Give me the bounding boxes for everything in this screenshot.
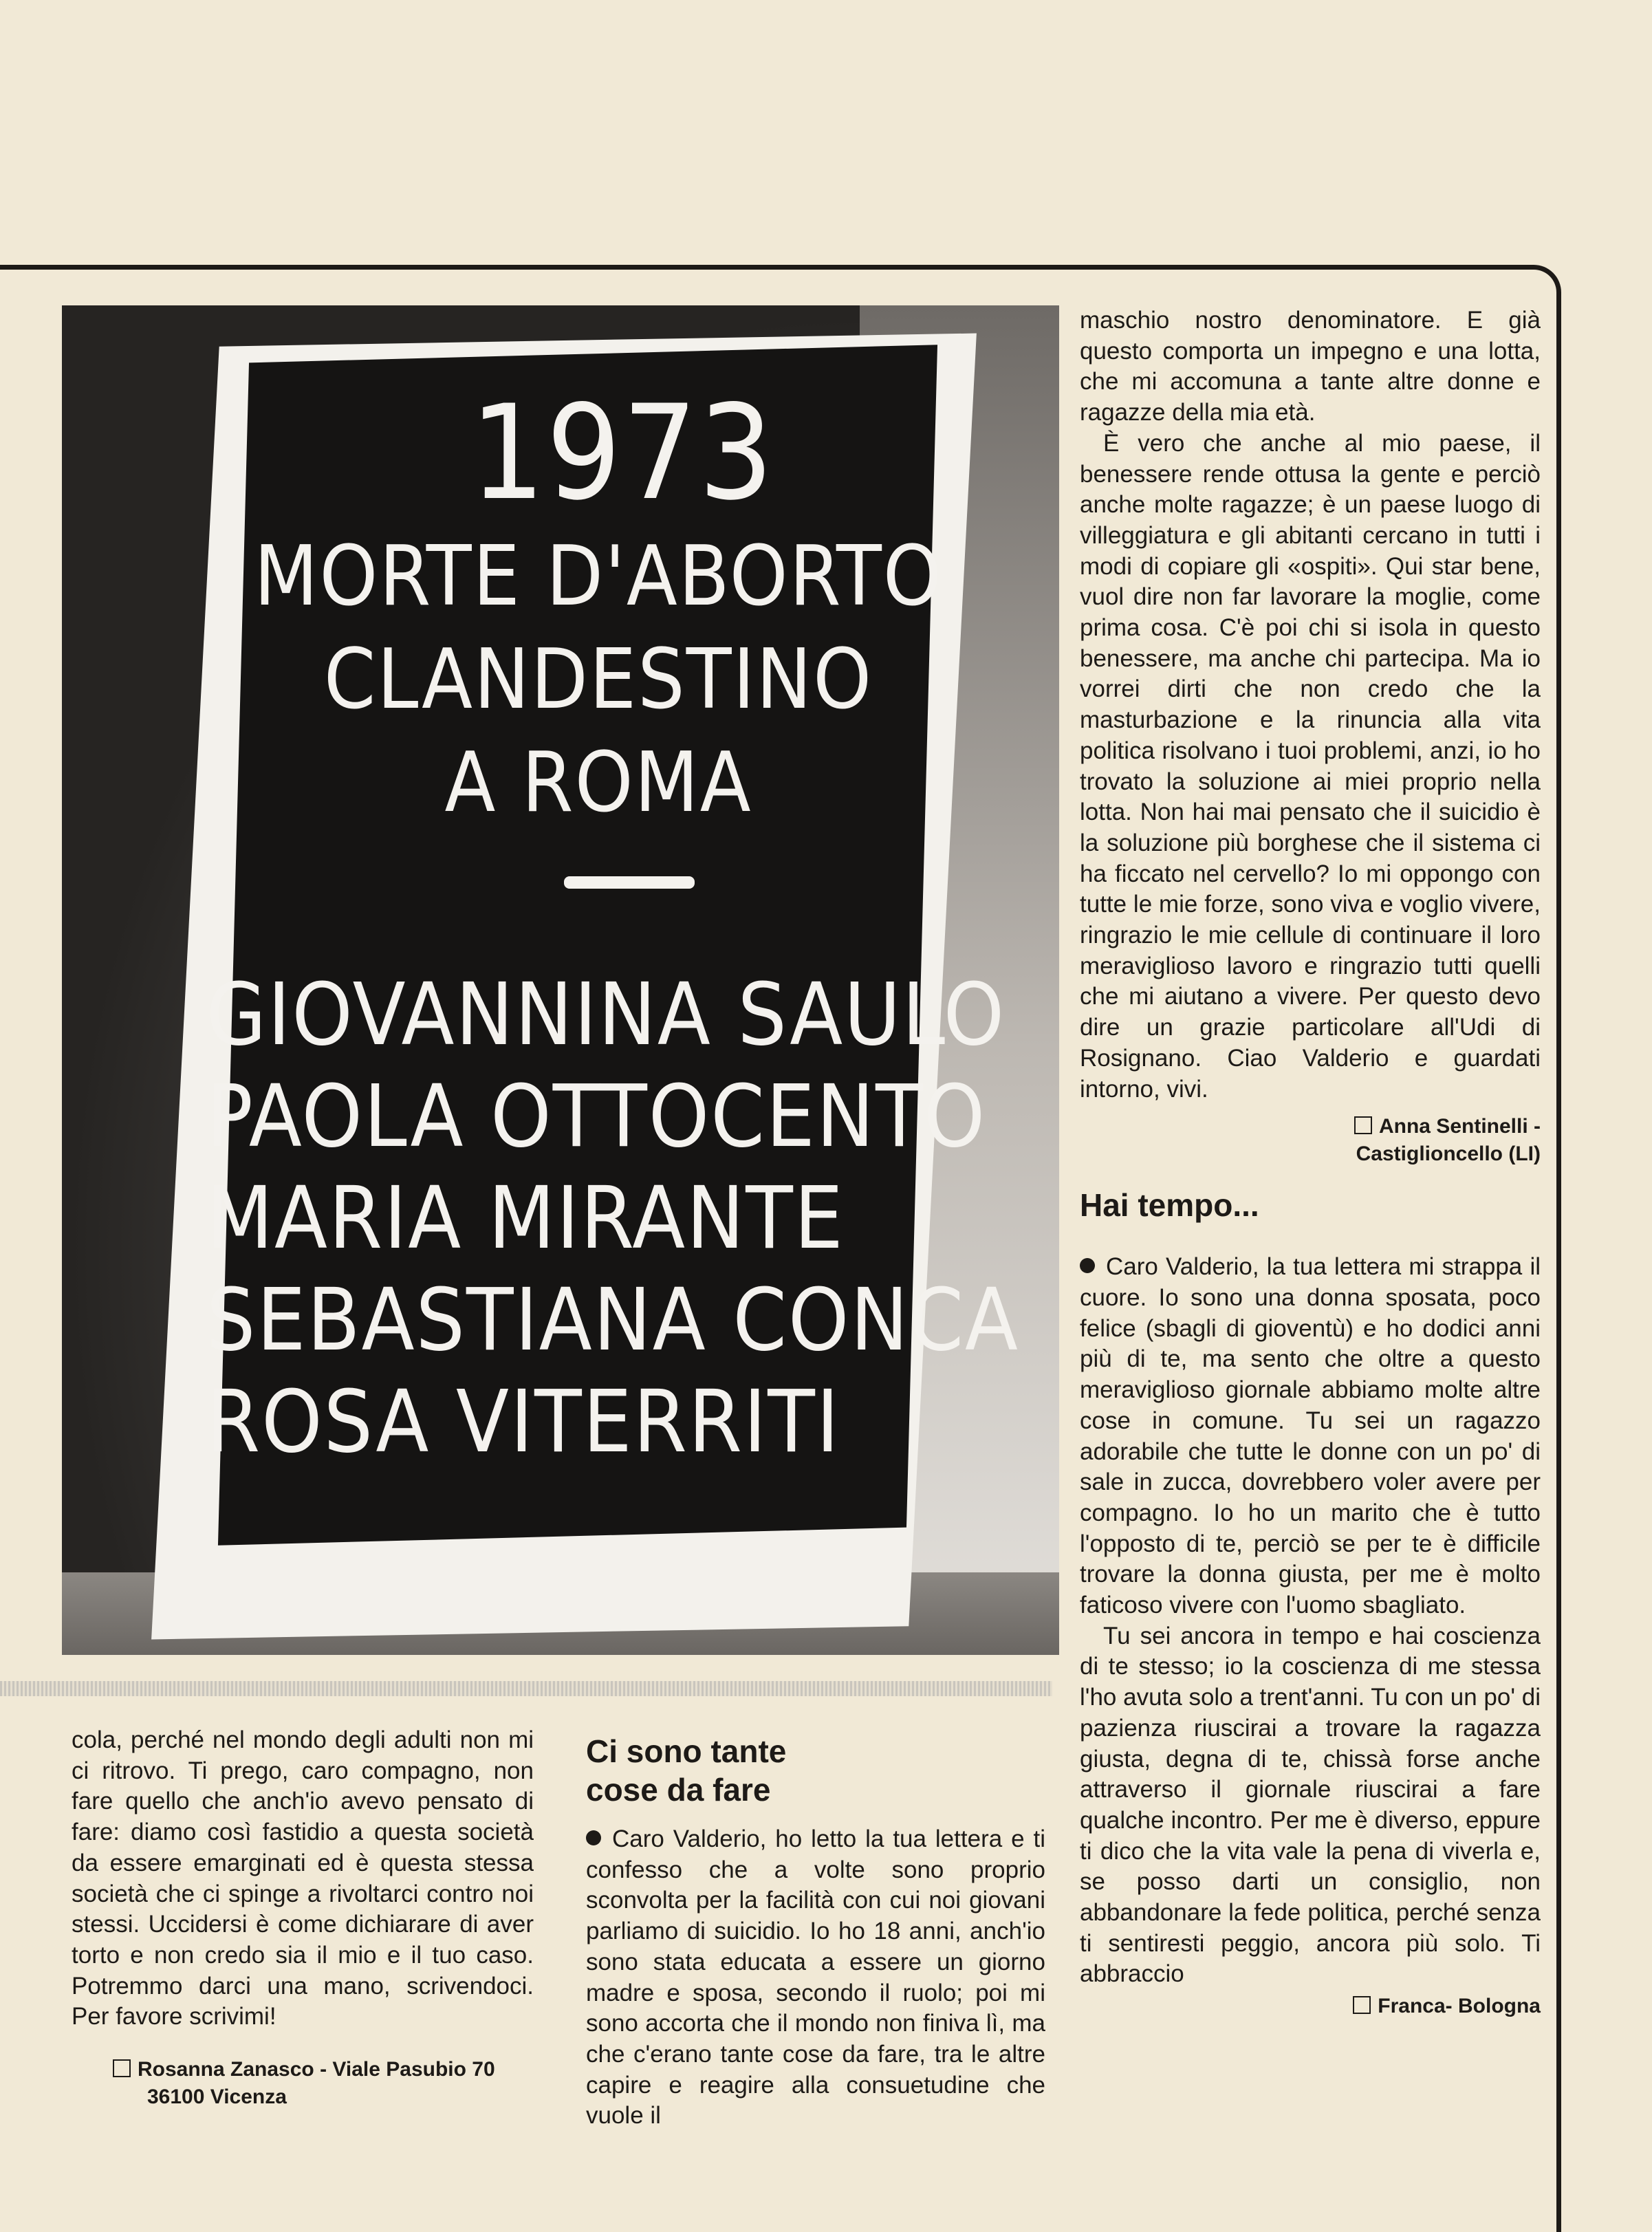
bullet-icon — [1080, 1258, 1095, 1273]
right-para-3: Caro Valderio, la tua lettera mi strappa il cuore. Io sono una donna sposata, poco felice (sbagli di gioventù) e ho dodici anni più di te, ma sento che oltre a questo meraviglioso giornale abbiamo molte altre cose in comune. Tu sei un ragazzo adorabile che tutte le donne con un po' di sale in zucca, dovrebbero voler avere per compagno. Io ho un marito che è tutto l'opposto di te, perciò se per te è difficile trovare la donna giusta, per me è molto faticoso vivere con l'uomo sbagliato. — [1080, 1253, 1541, 1619]
signature-box-icon — [1353, 1996, 1371, 2014]
sign-name: MARIA MIRANTE — [206, 1169, 845, 1268]
bullet-icon — [586, 1830, 601, 1845]
sign-dash — [564, 876, 695, 889]
article-title: Hai tempo... — [1080, 1187, 1259, 1224]
right-para-1: maschio nostro denominatore. E già questo comporta un impegno e una lotta, che mi accomuna a tante altre donne e ragazze della mia età. — [1080, 307, 1541, 426]
sign-names — [206, 964, 1019, 1473]
right-signature-2: Franca- Bologna — [1080, 1993, 1541, 2020]
protest-sign-photo — [62, 305, 1059, 1655]
left-letter-text: cola, perché nel mondo degli adulti non mi ci ritrovo. Ti prego, caro compagno, non fare quello che anch'io avevo pensato di fare: diamo così fastidio a questa società da essere emarginati ed è questa stessa società che ci spinge a rivoltarci contro noi stessi. Uccidersi è come dichiarare di aver torto e non credo sia il mio e il tuo caso. Potremmo darci una mano, scrivendoci. Per favore scrivimi! — [72, 1726, 534, 2030]
sign-name: ROSA VITERRITI — [206, 1372, 840, 1472]
right-column — [1080, 305, 1541, 2020]
signature-box-icon — [1354, 1116, 1372, 1134]
right-signature: Anna Sentinelli - Castiglioncello (LI) — [1080, 1113, 1541, 1168]
sign-name: GIOVANNINA SAULO — [206, 965, 1006, 1065]
column-divider-bar — [0, 1681, 1052, 1696]
left-signature: Rosanna Zanasco - Viale Pasubio 70 36100 Vicenza — [72, 2056, 534, 2111]
sign-name: PAOLA OTTOCENTO — [206, 1067, 987, 1167]
right-para-4: Tu sei ancora in tempo e hai coscienza di te stesso; io la coscienza di me stessa l'ho avuta solo a trent'anni. Tu con un po' di pazienza riuscirai a trovare la ragazza giusta, degna di te, chissà forse anche attraverso il giornale riuscirai a fare qualche incontro. Per me è diverso, eppure ti dico che la vita vale la pena di viverla e, se posso darti un consiglio, non abbandonare la fede politica, perché senza ti sentiresti peggio, ancora più solo. Ti abbraccio — [1080, 1622, 1541, 1988]
sign-name: SEBASTIANA CONCA — [206, 1270, 1019, 1370]
article-title: Ci sono tante cose da fare — [586, 1733, 787, 1808]
left-column — [72, 1725, 534, 2111]
sign-year: 1973 — [470, 377, 775, 529]
sign-line: MORTE D'ABORTO — [254, 529, 943, 625]
right-para-2: È vero che anche al mio paese, il benessere rende ottusa la gente e perciò anche molte ragazze; è un paese luogo di villeggiatura e gli abitanti cercano in tutti i modi di copiare gli «ospiti». Qui star bene, vuol dire non far lavorare la moglie, come prima cosa. C'è poi chi si isola in questo benessere, ma anche chi partecipa. Ma io vorrei dirti che non credo che la masturbazione e la rinuncia alla vita politica risolvano i tuoi problemi, anzi, io ho trovato la soluzione ai miei proprio nella lotta. Non hai mai pensato che il suicidio è la soluzione più borghese che il sistema ci ha ficcato nel cervello? Io mi oppongo con tutte le mie forze, sono viva e voglio vivere, ringrazio le mie cellule di continuare il loro meraviglioso lavoro e ringrazio tutti quelli che mi aiutano a vivere. Per questo devo dire un grazie particolare all'Udi di Rosignano. Ciao Valderio e guardati intorno, vivi. — [1080, 429, 1541, 1103]
sign-text — [206, 377, 1019, 1473]
sign-line: A ROMA — [444, 735, 752, 831]
signature-box-icon — [113, 2059, 131, 2077]
middle-column — [586, 1732, 1045, 2132]
middle-letter-text: Caro Valderio, ho letto la tua lettera e ti confesso che a volte sono proprio sconvolta per la facilità con cui noi giovani parliamo di suicidio. Io ho 18 anni, anch'io sono stata educata a essere un giorno madre e sposa, secondo il ruolo; poi mi sono accorta che il mondo non finiva lì, ma che c'erano tante cose da fare, tra le altre capire e reagire alla consuetudine che vuole il — [586, 1825, 1045, 2130]
sign-line: CLANDESTINO — [323, 632, 873, 728]
